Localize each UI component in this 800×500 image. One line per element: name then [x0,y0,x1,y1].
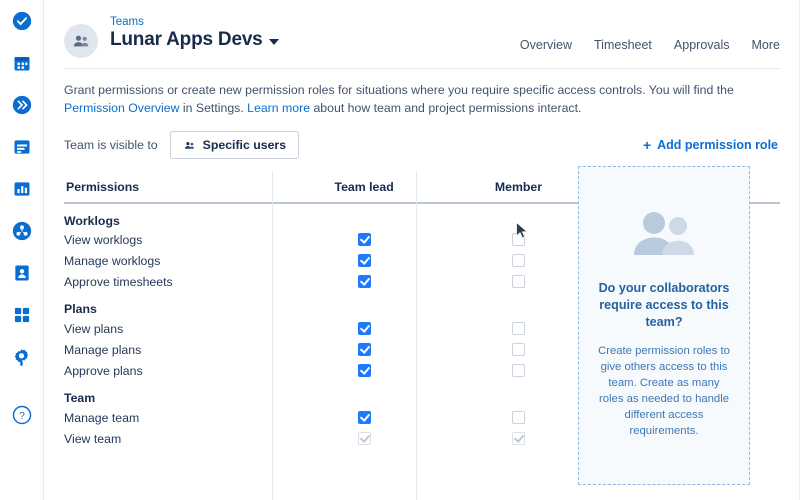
checkbox-cell-member[interactable] [441,318,595,339]
empty-role-panel[interactable] [578,166,750,485]
tab-approvals[interactable]: Approvals [673,38,730,52]
checkbox-checked[interactable] [358,233,371,246]
plus-icon: + [642,137,652,153]
team-people-icon [627,209,701,266]
visibility-row [44,117,800,171]
permission-overview-link[interactable]: Permission Overview [64,101,180,115]
visibility-label: Team is visible to [64,138,158,152]
permission-label: Approve timesheets [64,274,173,289]
checkbox-disabled-checked [358,432,371,445]
checkbox-cell-lead [287,428,441,449]
checkbox-unchecked[interactable] [512,275,525,288]
checkbox-cell-member[interactable] [441,407,595,428]
empty-panel-heading: Do your collaborators require access to this team? [598,281,730,329]
checkbox-cell-member [441,428,595,449]
description-part3: about how team and project permissions interact. [310,101,582,115]
network-icon[interactable] [7,216,37,246]
permission-label: View plans [64,321,124,336]
checkbox-checked[interactable] [358,322,371,335]
checkbox-cell-lead[interactable] [287,339,441,360]
chart-column-icon[interactable] [7,174,37,204]
checkbox-unchecked[interactable] [512,411,525,424]
column-header-team-lead: Team lead [287,171,441,203]
checkbox-checked[interactable] [358,411,371,424]
team-people-icon [64,24,98,58]
checkbox-checked[interactable] [358,364,371,377]
checkbox-unchecked[interactable] [512,233,525,246]
check-circle-icon[interactable] [7,6,37,36]
permission-label: Manage plans [64,342,142,357]
checkbox-cell-member[interactable] [441,229,595,250]
description-part1: Grant permissions or create new permission roles for situations where you require specific access controls. You will find the [64,83,734,97]
permission-label: Manage worklogs [64,253,161,268]
specific-users-button[interactable] [170,131,299,159]
empty-panel-body: Create permission roles to give others access to this team. Create as many roles as needed to handle different access requirements. [598,345,730,437]
calendar-icon[interactable] [7,48,37,78]
group-label-plans: Plans [64,302,97,316]
specific-users-label: Specific users [202,138,287,152]
group-label-team: Team [64,391,96,405]
checkbox-cell-member[interactable] [441,250,595,271]
chevron-down-icon[interactable] [269,39,279,45]
checkbox-cell-lead[interactable] [287,271,441,292]
checkbox-unchecked[interactable] [512,343,525,356]
title-block [110,16,520,51]
checkbox-cell-lead[interactable] [287,360,441,381]
tab-overview[interactable]: Overview [519,38,573,52]
description-part2: in Settings. [179,101,248,115]
group-label-worklogs: Worklogs [64,213,120,228]
column-divider-member [416,171,417,500]
checkbox-unchecked[interactable] [512,364,525,377]
checkbox-cell-member[interactable] [441,339,595,360]
page-title-text: Lunar Apps Devs [110,29,263,50]
checkbox-cell-lead[interactable] [287,318,441,339]
checkbox-unchecked[interactable] [512,322,525,335]
permission-label: Manage team [64,410,140,425]
permission-label: Approve plans [64,363,143,378]
double-chevron-right-icon[interactable] [7,90,37,120]
svg-text:?: ? [18,411,25,423]
checkbox-cell-member[interactable] [441,360,595,381]
column-header-member: Member [441,171,595,203]
user-badge-icon[interactable] [7,258,37,288]
page-title [110,29,520,51]
apps-grid-icon[interactable] [7,300,37,330]
top-nav [520,16,780,52]
chart-bar-icon[interactable] [7,132,37,162]
tab-more[interactable]: More [751,38,780,52]
tab-timesheet[interactable]: Timesheet [594,38,652,52]
checkbox-disabled-checked [512,432,525,445]
checkbox-cell-member[interactable] [441,271,595,292]
help-circle-icon[interactable] [7,400,37,430]
description-text [44,69,784,117]
permission-label: View team [64,431,122,446]
add-permission-role-button[interactable] [643,138,780,152]
gear-icon[interactable] [7,342,37,372]
checkbox-cell-lead[interactable] [287,407,441,428]
checkbox-checked[interactable] [358,343,371,356]
add-permission-role-label: Add permission role [657,138,778,152]
checkbox-unchecked[interactable] [512,254,525,267]
left-icon-rail [0,0,44,500]
checkbox-cell-lead[interactable] [287,250,441,271]
checkbox-checked[interactable] [358,254,371,267]
column-header-permissions: Permissions [64,171,287,203]
page-header [44,0,800,68]
permission-label: View worklogs [64,232,143,247]
breadcrumb[interactable]: Teams [110,16,144,28]
checkbox-checked[interactable] [358,275,371,288]
learn-more-link[interactable]: Learn more [247,101,311,115]
main-content [44,0,800,500]
users-icon [183,139,196,152]
column-divider-lead [272,171,273,500]
checkbox-cell-lead[interactable] [287,229,441,250]
